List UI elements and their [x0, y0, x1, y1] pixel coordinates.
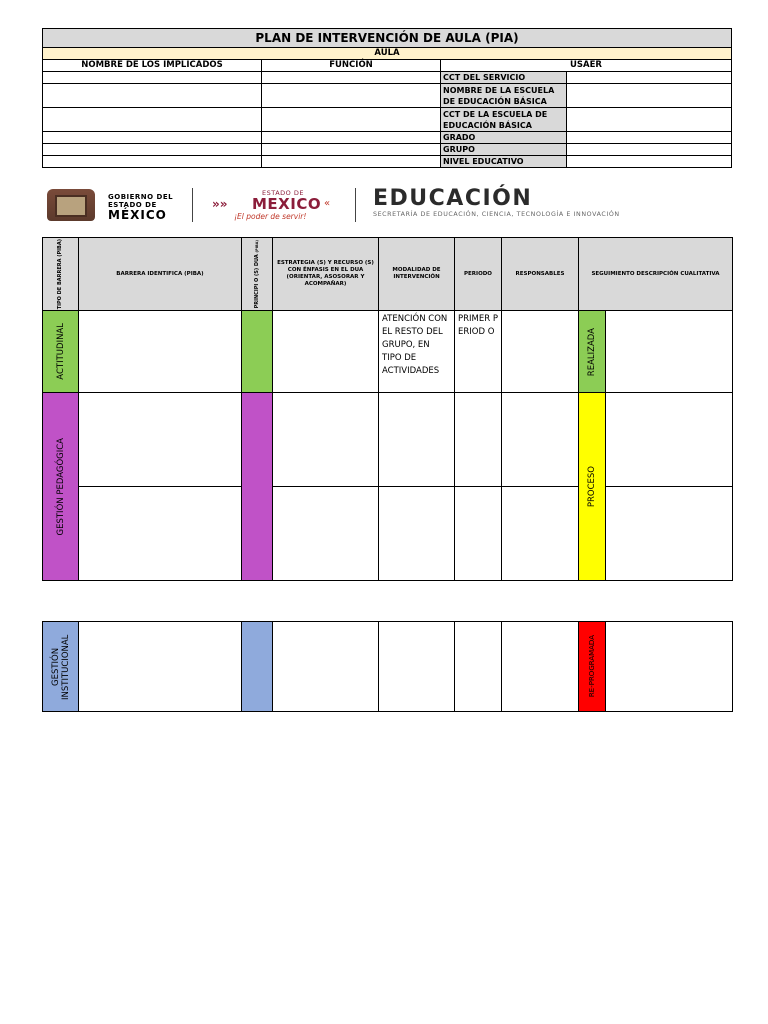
aula-band: AULA — [43, 48, 732, 60]
table-row — [43, 393, 733, 487]
nombre-cell[interactable] — [43, 156, 262, 168]
barrera-cell[interactable] — [79, 487, 242, 581]
value-grupo[interactable] — [567, 144, 732, 156]
header-table — [42, 28, 732, 168]
tipo-actitudinal-label: ACTITUDINAL — [55, 323, 66, 381]
value-cct-escuela[interactable] — [567, 108, 732, 132]
col-periodo: PERIODO — [455, 238, 502, 311]
chevron-right-icon: »» — [212, 197, 228, 211]
funcion-cell[interactable] — [262, 144, 441, 156]
seguimiento-cell[interactable] — [606, 311, 733, 393]
col-principios-text: PRINCIPI O (S) DUA — [254, 254, 260, 309]
edomex-slogan: ¡El poder de servir! — [234, 212, 307, 221]
estrategia-cell[interactable] — [273, 393, 379, 487]
edomex-small: ESTADO DE — [262, 189, 304, 197]
gob-line3: MÉXICO — [108, 208, 167, 222]
modalidad-cell[interactable] — [379, 393, 455, 487]
nombre-cell[interactable] — [43, 108, 262, 132]
col-nombre-implicados: NOMBRE DE LOS IMPLICADOS — [43, 60, 262, 72]
logo-divider — [355, 188, 356, 222]
barrera-cell[interactable] — [79, 311, 242, 393]
plan-table — [42, 237, 733, 581]
label-nombre-escuela: NOMBRE DE LA ESCUELA DE EDUCACIÓN BÁSICA — [441, 84, 567, 108]
modalidad-cell[interactable] — [379, 487, 455, 581]
col-responsables: RESPONSABLES — [502, 238, 579, 311]
tipo-actitudinal — [43, 311, 79, 393]
funcion-cell[interactable] — [262, 84, 441, 108]
nombre-cell[interactable] — [43, 72, 262, 84]
responsables-cell[interactable] — [502, 487, 579, 581]
estrategia-cell[interactable] — [273, 311, 379, 393]
periodo-cell[interactable] — [455, 487, 502, 581]
principio-color-cell — [242, 393, 273, 581]
label-nivel-educativo: NIVEL EDUCATIVO — [441, 156, 567, 168]
funcion-cell[interactable] — [262, 132, 441, 144]
tipo-gestion-institucional-label: GESTIÓN INSTITUCIONAL — [50, 633, 71, 700]
col-usaer: USAER — [441, 60, 732, 72]
educacion-logo — [373, 188, 620, 218]
periodo-cell[interactable]: PRIMER PERIOD O — [455, 311, 502, 393]
value-nombre-escuela[interactable] — [567, 84, 732, 108]
tipo-gestion-pedagogica-label: GESTIÓN PEDAGÓGICA — [55, 438, 66, 536]
institucional-table — [42, 621, 733, 712]
col-principios-label — [254, 240, 260, 308]
modalidad-cell[interactable] — [379, 622, 455, 712]
tipo-gestion-institucional — [43, 622, 79, 712]
tipo-gestion-pedagogica — [43, 393, 79, 581]
funcion-cell[interactable] — [262, 156, 441, 168]
label-grado: GRADO — [441, 132, 567, 144]
value-cct-servicio[interactable] — [567, 72, 732, 84]
logo-divider — [192, 188, 193, 222]
logos-band — [42, 183, 731, 228]
gob-line2: ESTADO DE — [108, 201, 157, 209]
responsables-cell[interactable] — [502, 311, 579, 393]
col-seguimiento: SEGUIMIENTO DESCRIPCIÓN CUALITATIVA — [579, 238, 733, 311]
col-funcion: FUNCIÓN — [262, 60, 441, 72]
responsables-cell[interactable] — [502, 393, 579, 487]
col-tipo-label: TIPO DE BARRERA (PIBA) — [57, 239, 63, 310]
educacion-title: EDUCACIÓN — [373, 186, 533, 211]
chevron-left-icon: « — [324, 198, 331, 209]
seguimiento-cell[interactable] — [606, 393, 733, 487]
col-principios-small: (PIBA) — [255, 239, 259, 253]
principio-color-cell — [242, 622, 273, 712]
principio-color-cell — [242, 311, 273, 393]
gobierno-logo — [108, 193, 173, 222]
value-nivel-educativo[interactable] — [567, 156, 732, 168]
estrategia-cell[interactable] — [273, 487, 379, 581]
seguimiento-cell[interactable] — [606, 622, 733, 712]
status-proceso — [579, 393, 606, 581]
edomex-logo — [212, 189, 352, 225]
label-cct-escuela: CCT DE LA ESCUELA DE EDUCACIÓN BÁSICA — [441, 108, 567, 132]
funcion-cell[interactable] — [262, 108, 441, 132]
col-modalidad: MODALIDAD DE INTERVENCIÓN — [379, 238, 455, 311]
col-principios — [242, 238, 273, 311]
col-tipo-barrera — [43, 238, 79, 311]
state-seal-icon — [47, 189, 95, 221]
edomex-big: MEXICO — [252, 195, 322, 213]
label-grupo: GRUPO — [441, 144, 567, 156]
educacion-subtitle: SECRETARÍA DE EDUCACIÓN, CIENCIA, TECNOLOGÍA E INNOVACIÓN — [373, 211, 620, 218]
barrera-cell[interactable] — [79, 622, 242, 712]
status-reprogramada-label: RE-PROGRAMADA — [588, 635, 596, 698]
document-title: PLAN DE INTERVENCIÓN DE AULA (PIA) — [43, 29, 732, 48]
label-cct-servicio: CCT DEL SERVICIO — [441, 72, 567, 84]
seguimiento-cell[interactable] — [606, 487, 733, 581]
nombre-cell[interactable] — [43, 84, 262, 108]
table-row — [43, 311, 733, 393]
estrategia-cell[interactable] — [273, 622, 379, 712]
responsables-cell[interactable] — [502, 622, 579, 712]
periodo-cell[interactable] — [455, 393, 502, 487]
table-row — [43, 622, 733, 712]
status-realizada — [579, 311, 606, 393]
nombre-cell[interactable] — [43, 132, 262, 144]
periodo-cell[interactable] — [455, 622, 502, 712]
nombre-cell[interactable] — [43, 144, 262, 156]
funcion-cell[interactable] — [262, 72, 441, 84]
col-estrategia: ESTRATEGIA (S) Y RECURSO (S) CON ÉNFASIS EN EL DUA (ORIENTAR, ASOSORAR Y ACOMPAÑAR) — [273, 238, 379, 311]
status-realizada-label: REALIZADA — [587, 327, 597, 376]
table-row — [43, 487, 733, 581]
col-barrera: BARRERA IDENTIFICA (PIBA) — [79, 238, 242, 311]
value-grado[interactable] — [567, 132, 732, 144]
modalidad-cell[interactable]: ATENCIÓN CON EL RESTO DEL GRUPO, EN TIPO DE ACTIVIDADES — [379, 311, 455, 393]
status-reprogramada — [579, 622, 606, 712]
barrera-cell[interactable] — [79, 393, 242, 487]
status-proceso-label: PROCESO — [587, 466, 597, 508]
gob-line1: GOBIERNO DEL — [108, 193, 174, 201]
